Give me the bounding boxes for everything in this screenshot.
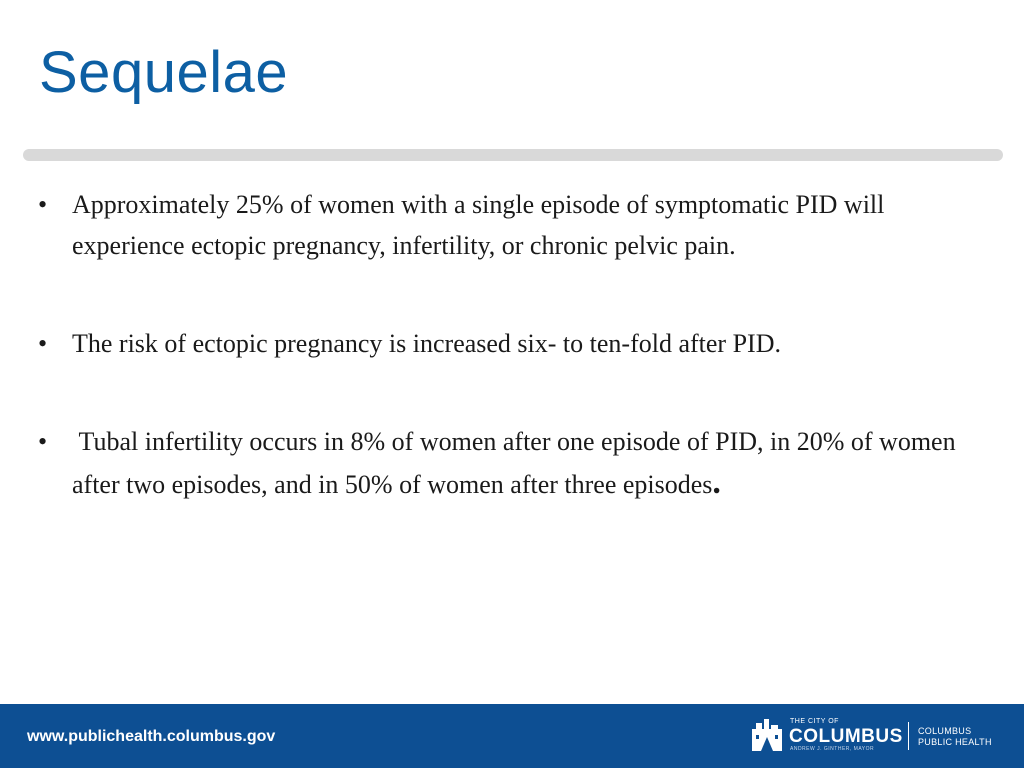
- bullet-marker: •: [38, 427, 48, 456]
- footer-bar: [0, 704, 1024, 768]
- city-skyline-icon: [752, 719, 782, 751]
- bullet-text: Tubal infertility occurs in 8% of women after one episode of PID, in 20% of women after two episodes, and in 50% of women after three episodes: [72, 427, 963, 499]
- bullet-trailing-period: .: [712, 464, 721, 501]
- footer-url-link[interactable]: www.publichealth.columbus.gov: [27, 728, 276, 745]
- logo-divider: [908, 722, 909, 750]
- bullet-item: [0, 323, 1024, 364]
- logo-department-line1: COLUMBUS: [918, 726, 972, 736]
- city-logo: [752, 716, 1002, 756]
- logo-small-text: THE CITY OF: [790, 718, 839, 725]
- slide-title: Sequelae: [39, 40, 289, 105]
- title-divider: [23, 149, 1003, 161]
- bullet-text-wrapper: [72, 427, 962, 499]
- bullet-text: Approximately 25% of women with a single episode of symptomatic PID will experience ectopic pregnancy, infertility, or chronic pelvic pain.: [72, 190, 885, 260]
- bullet-text: The risk of ectopic pregnancy is increased six- to ten-fold after PID.: [72, 329, 781, 358]
- bullet-marker: •: [38, 329, 48, 358]
- bullet-item: [0, 184, 1024, 266]
- logo-department-line2: PUBLIC HEALTH: [918, 737, 992, 747]
- logo-tagline: ANDREW J. GINTHER, MAYOR: [790, 746, 875, 752]
- logo-wordmark: COLUMBUS: [789, 726, 903, 747]
- bullet-list: [0, 184, 1024, 505]
- bullet-item: [0, 421, 1024, 505]
- bullet-marker: •: [38, 190, 48, 219]
